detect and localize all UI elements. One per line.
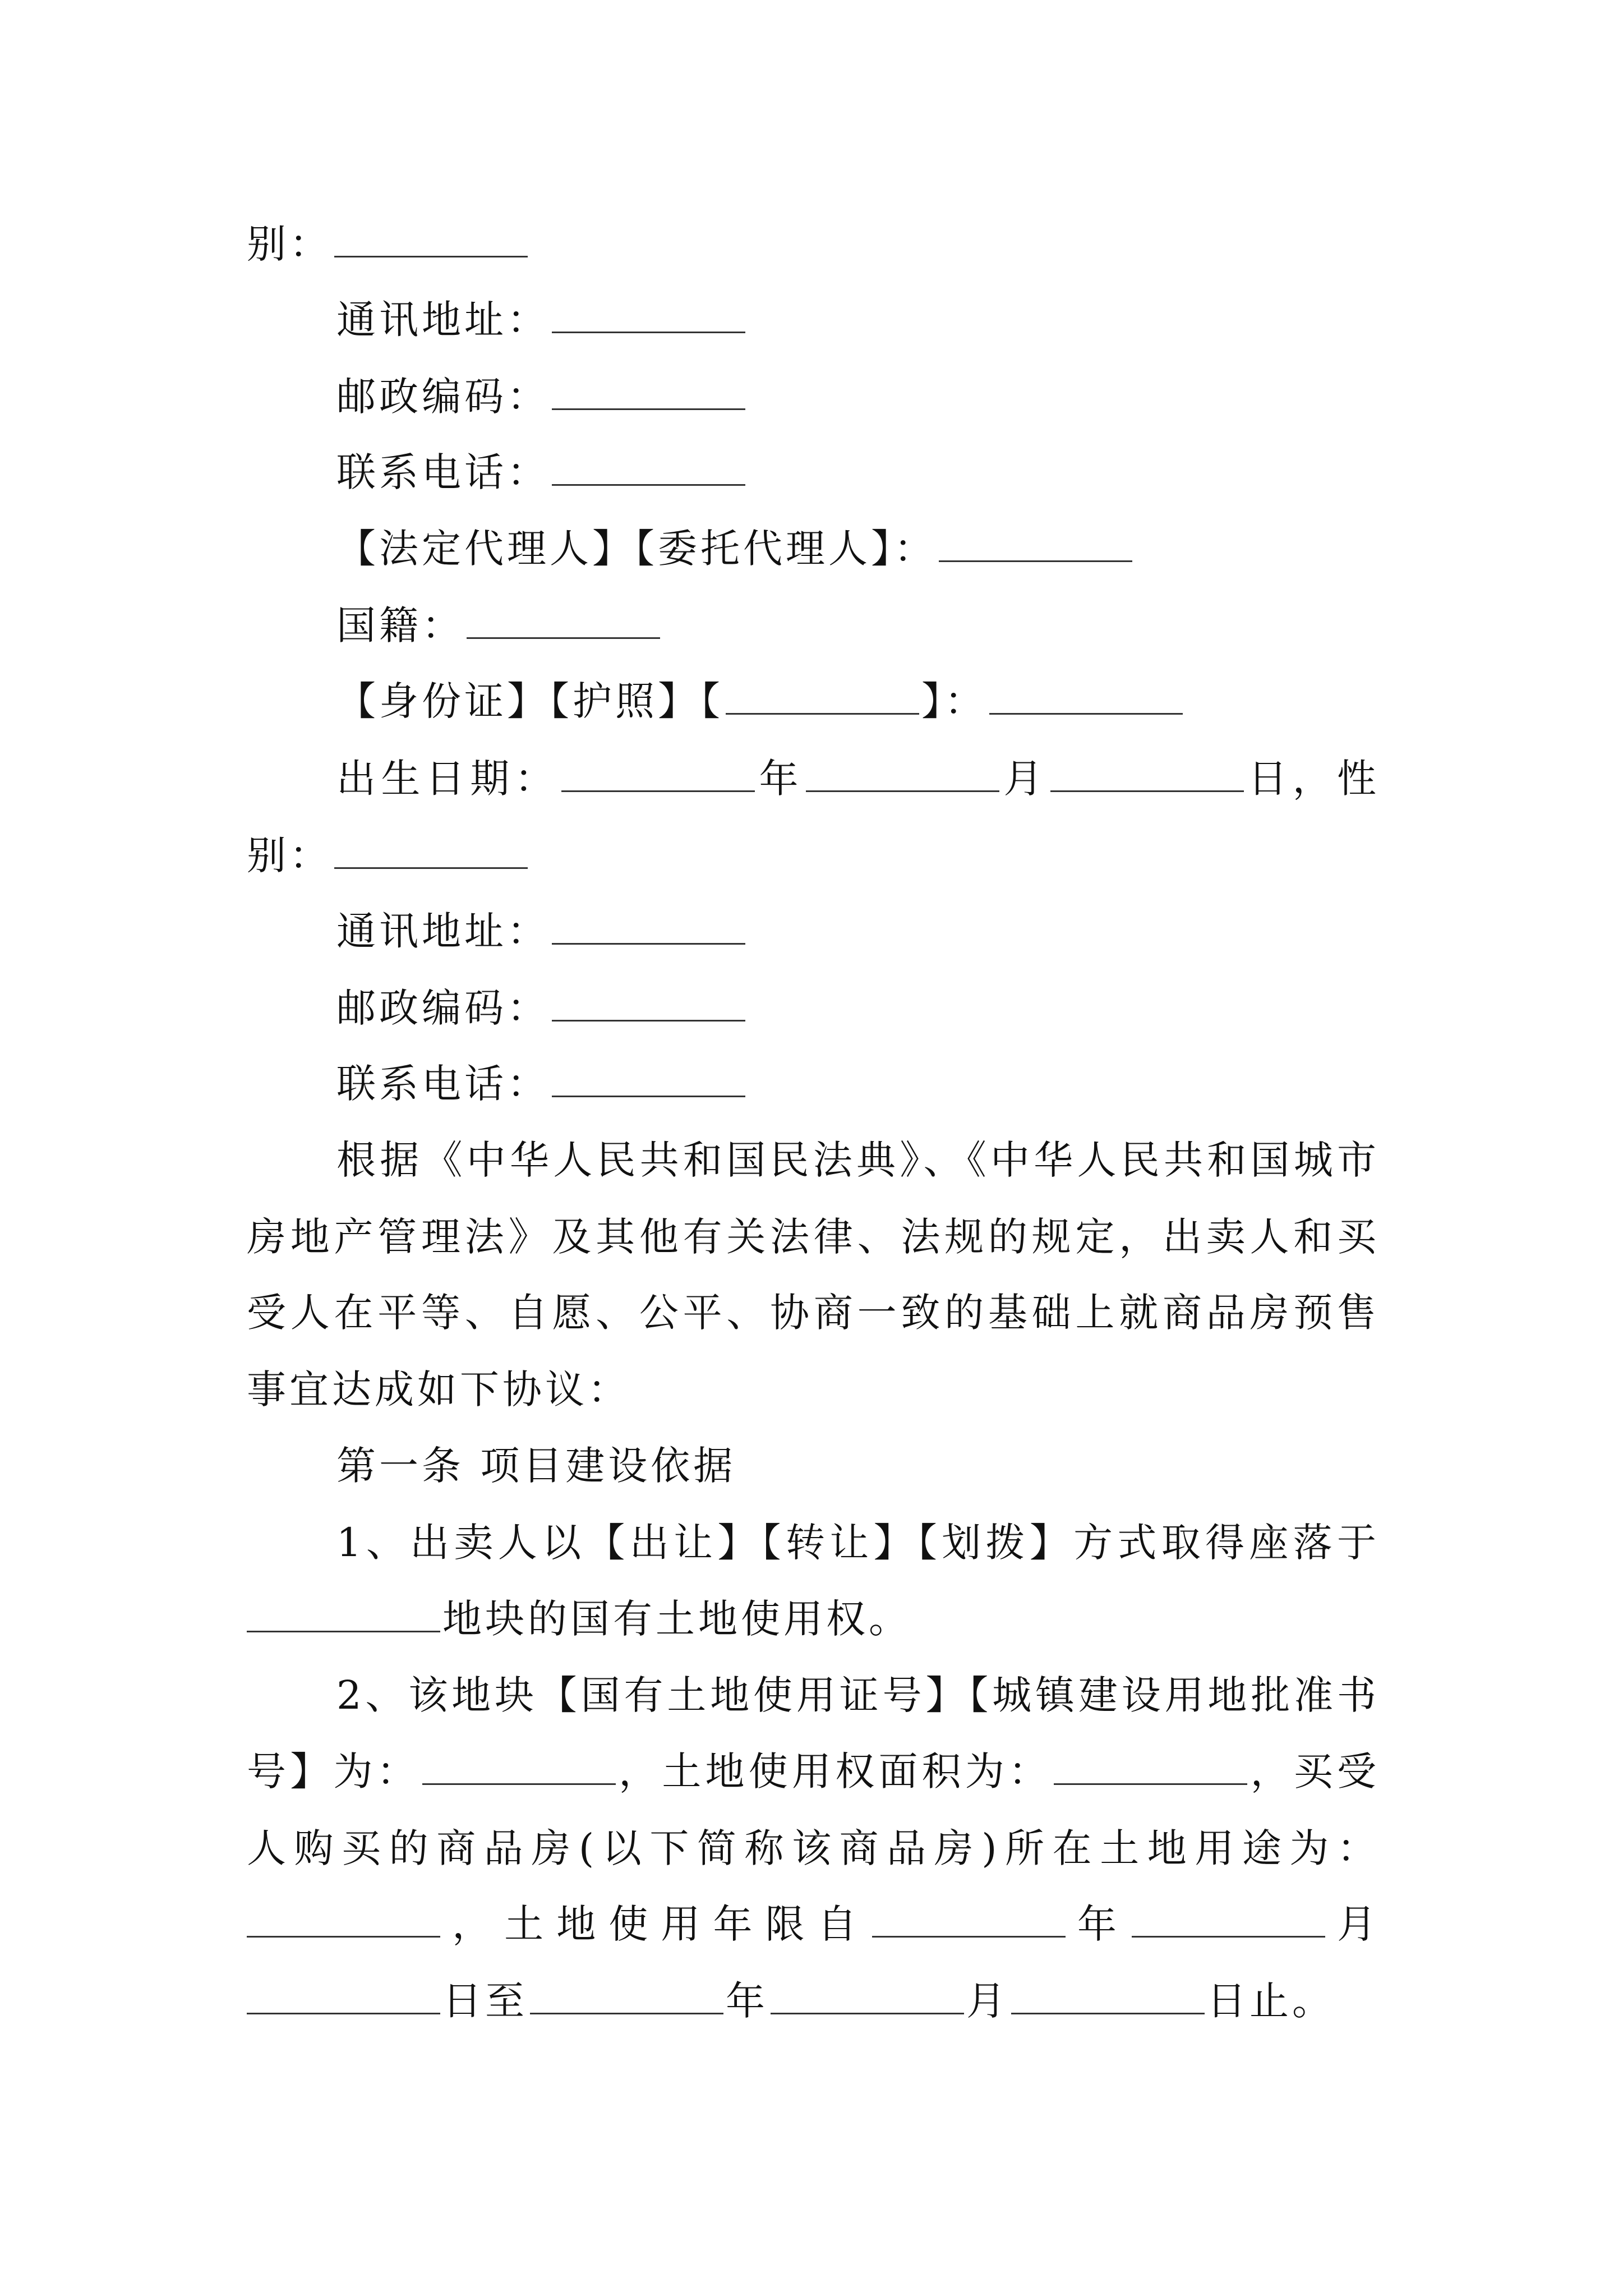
paragraph-line: 人购买的商品房(以下简称该商品房)所在土地用途为： xyxy=(247,1825,1380,1871)
label-year: 年 xyxy=(1067,1901,1129,1947)
label-land-right: 地块的国有土地使用权。 xyxy=(442,1596,911,1642)
text-line xyxy=(336,444,1380,500)
label-month: 月 xyxy=(1327,1901,1380,1947)
label-id-type: 【身份证】【护照】【 xyxy=(336,678,723,724)
label-year: 年 xyxy=(757,756,804,802)
blank-land-location[interactable] xyxy=(247,1598,440,1632)
blank-nationality[interactable] xyxy=(467,605,660,639)
text-line xyxy=(247,827,1380,884)
label-postcode: 邮政编码： xyxy=(336,985,550,1031)
text-line xyxy=(336,597,1380,654)
text-line xyxy=(336,903,1380,959)
blank-end-year[interactable] xyxy=(530,1980,723,2014)
paragraph-line: 根据《中华人民共和国民法典》、《中华人民共和国城市 xyxy=(336,1137,1380,1183)
label-postcode: 邮政编码： xyxy=(336,374,550,420)
text-line xyxy=(247,1896,1380,1952)
blank-start-month[interactable] xyxy=(1132,1903,1325,1938)
text-line xyxy=(247,1591,1380,1647)
blank-phone[interactable] xyxy=(552,452,745,486)
blank-end-day[interactable] xyxy=(1011,1980,1205,2014)
blank-birth-month[interactable] xyxy=(806,758,999,792)
blank-postcode[interactable] xyxy=(552,376,745,410)
label-year: 年 xyxy=(726,1978,768,2024)
label-day-end: 日止。 xyxy=(1207,1978,1335,2024)
blank-birth-year[interactable] xyxy=(561,758,755,792)
blank-phone[interactable] xyxy=(552,1063,745,1097)
label-agent: 【法定代理人】【委托代理人】： xyxy=(336,526,937,572)
label-id-type-close: 】： xyxy=(921,678,987,724)
label-gender-tail: 别： xyxy=(247,832,332,878)
text-line xyxy=(336,369,1380,425)
paragraph-line: 1、出卖人以【出让】【转让】【划拨】方式取得座落于 xyxy=(336,1520,1380,1566)
label-cert-no: 号】为： xyxy=(247,1749,420,1795)
label-gender-tail: 别： xyxy=(247,221,332,267)
label-day-to: 日至 xyxy=(442,1978,528,2024)
label-land-area: ，土地使用权面积为： xyxy=(617,1749,1052,1795)
label-phone: 联系电话： xyxy=(336,1061,550,1107)
text-line xyxy=(336,521,1380,577)
paragraph-line: 房地产管理法》及其他有关法律、法规的规定，出卖人和买 xyxy=(247,1214,1380,1260)
blank-land-use[interactable] xyxy=(247,1903,440,1938)
label-day-gender: 日，性 xyxy=(1246,756,1380,802)
blank-agent[interactable] xyxy=(939,528,1132,562)
text-line xyxy=(247,1743,1380,1800)
blank-address[interactable] xyxy=(552,910,745,945)
blank-birth-day[interactable] xyxy=(1050,758,1244,792)
label-term-from: ，土地使用年限自 xyxy=(442,1901,870,1947)
text-line xyxy=(336,1056,1380,1112)
blank-cert-number[interactable] xyxy=(422,1751,616,1785)
paragraph-line: 事宜达成如下协议： xyxy=(247,1366,630,1412)
text-line xyxy=(336,292,1380,348)
blank-start-day[interactable] xyxy=(247,1980,440,2014)
text-line xyxy=(247,216,1380,272)
blank-end-month[interactable] xyxy=(771,1980,964,2014)
label-phone: 联系电话： xyxy=(336,449,550,495)
blank-gender[interactable] xyxy=(334,223,528,257)
paragraph-line: 2、该地块【国有土地使用证号】【城镇建设用地批准书 xyxy=(336,1672,1380,1718)
text-line xyxy=(247,1973,1380,2029)
label-month: 月 xyxy=(1001,756,1048,802)
label-buyer: ，买受 xyxy=(1249,1749,1380,1795)
blank-gender[interactable] xyxy=(334,835,528,869)
label-address: 通讯地址： xyxy=(336,297,550,343)
label-month: 月 xyxy=(966,1978,1009,2024)
text-line xyxy=(336,751,1380,807)
text-line xyxy=(336,980,1380,1036)
paragraph-line: 受人在平等、自愿、公平、协商一致的基础上就商品房预售 xyxy=(247,1290,1380,1336)
blank-id-type[interactable] xyxy=(726,680,919,715)
blank-start-year[interactable] xyxy=(872,1903,1066,1938)
label-birthdate: 出生日期： xyxy=(336,756,560,802)
section-heading: 第一条 项目建设依据 xyxy=(336,1443,736,1489)
label-address: 通讯地址： xyxy=(336,908,550,954)
blank-postcode[interactable] xyxy=(552,987,745,1022)
blank-address[interactable] xyxy=(552,299,745,333)
blank-id-number[interactable] xyxy=(989,680,1183,715)
label-nationality: 国籍： xyxy=(336,602,464,648)
blank-land-area[interactable] xyxy=(1054,1751,1247,1785)
text-line xyxy=(336,673,1380,729)
